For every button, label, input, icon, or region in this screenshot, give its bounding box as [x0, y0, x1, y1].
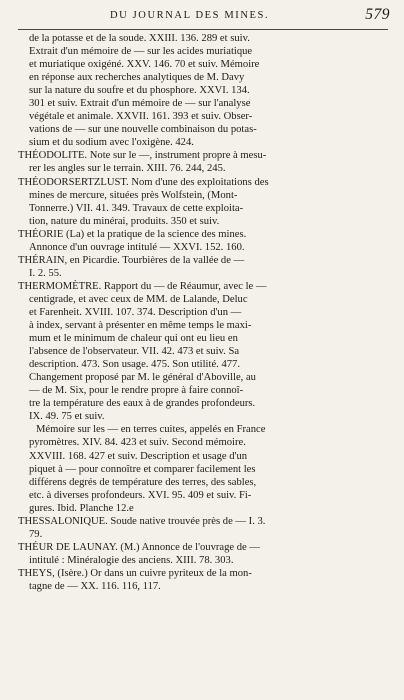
text-line: — de M. Six, pour le rendre propre à faire connoî- [29, 385, 244, 397]
entry-line: THESSALONIQUE. Soude native trouvée près de — I. 3. [18, 515, 266, 527]
subentry-line: Mémoire sur les — en terres cuites, appelés en France [36, 424, 266, 436]
text-line: gures. Ibid. Planche 12.e [29, 502, 134, 514]
text-line: à index, servant à présenter en même temps le maxi- [29, 320, 252, 332]
entry-line: THÉODOLITE. Note sur le —, instrument propre à mesu- [18, 150, 267, 162]
page-number: 579 [365, 6, 390, 23]
entry-line: THÉUR DE LAUNAY. (M.) Annonce de l'ouvrage de — [18, 541, 260, 553]
text-line: Changement proposé par M. le général d'Aboville, au [29, 372, 256, 384]
text-line: sium et du sodium avec l'oxigène. 424. [29, 137, 194, 149]
text-line: rer les angles sur le terrain. XIII. 76. 244, 245. [29, 163, 226, 175]
text-line: 79. [29, 528, 43, 540]
text-line: 301 et suiv. Extrait d'un mémoire de — sur l'analyse [29, 98, 251, 110]
text-line: différens degrés de température des terres, des sables, [29, 476, 257, 488]
text-line: tre la température des eaux à de grandes profondeurs. [29, 398, 256, 410]
entry-line: THEYS, (Isère.) Or dans un cuivre pyriteux de la mon- [18, 567, 252, 579]
text-line: mum et le minimum de chaleur qui ont eu lieu en [29, 333, 238, 345]
text-line: tagne de — XX. 116. 116, 117. [29, 580, 161, 592]
text-line: tion, nature du minérai, produits. 350 et suiv. [29, 215, 220, 227]
entry-line: THERMOMÈTRE. Rapport du — de Réaumur, avec le — [18, 280, 267, 292]
text-line: mines de mercure, situées près Wolfstein, (Mont- [29, 189, 238, 201]
text-line: Tonnerre.) VII. 41. 349. Travaux de cette exploita- [29, 202, 244, 214]
entry-line: THÉRAIN, en Picardie. Tourbières de la vallée de — [18, 254, 245, 266]
text-line: intitulé : Minéralogie des anciens. XIII. 78. 303. [29, 554, 234, 566]
text-line: et muriatique oxigéné. XXV. 146. 70 et suiv. Mémoire [29, 59, 260, 71]
text-line: sur la nature du soufre et du phosphore. XXVI. 134. [29, 85, 250, 97]
entry-line: THÉODORSERTZLUST. Nom d'une des exploitations des [18, 176, 269, 188]
text-line: piquet à — pour connoître et comparer facilement les [29, 463, 256, 475]
text-line: description. 473. Son usage. 475. Son utilité. 477. [29, 359, 240, 371]
text-line: Annonce d'un ouvrage intitulé — XXVI. 152. 160. [29, 241, 245, 253]
text-line: etc. à diverses profondeurs. XVI. 95. 409 et suiv. Fi- [29, 489, 252, 501]
text-line: XXVIII. 168. 427 et suiv. Description et usage d'un [29, 450, 248, 462]
running-title: DU JOURNAL DES MINES. [110, 10, 270, 21]
text-line: I. 2. 55. [29, 267, 62, 279]
text-line: et Farenheit. XVIII. 107. 374. Description d'un — [29, 306, 242, 318]
text-line: IX. 49. 75 et suiv. [29, 411, 105, 423]
index-text [18, 32, 392, 593]
page-header [18, 6, 392, 28]
text-line: végétale et animale. XXVII. 161. 393 et suiv. Obser- [29, 111, 253, 123]
entry-line: THÉORIE (La) et la pratique de la science des mines. [18, 228, 247, 240]
text-line: Extrait d'un mémoire de — sur les acides muriatique [29, 46, 253, 58]
header-rule [18, 29, 388, 30]
text-line: en réponse aux recherches analytiques de M. Davy [29, 72, 245, 84]
text-line: l'absence de l'observateur. VII. 42. 473 et suiv. Sa [29, 346, 240, 358]
text-line: centigrade, et avec ceux de MM. de Lalande, Deluc [29, 293, 248, 305]
text-line: pyromètres. XIV. 84. 423 et suiv. Second mémoire. [29, 437, 246, 449]
text-line: vations de — sur une nouvelle combinaison du potas- [29, 124, 257, 136]
text-line: de la potasse et de la soude. XXIII. 136. 289 et suiv. [29, 33, 250, 44]
